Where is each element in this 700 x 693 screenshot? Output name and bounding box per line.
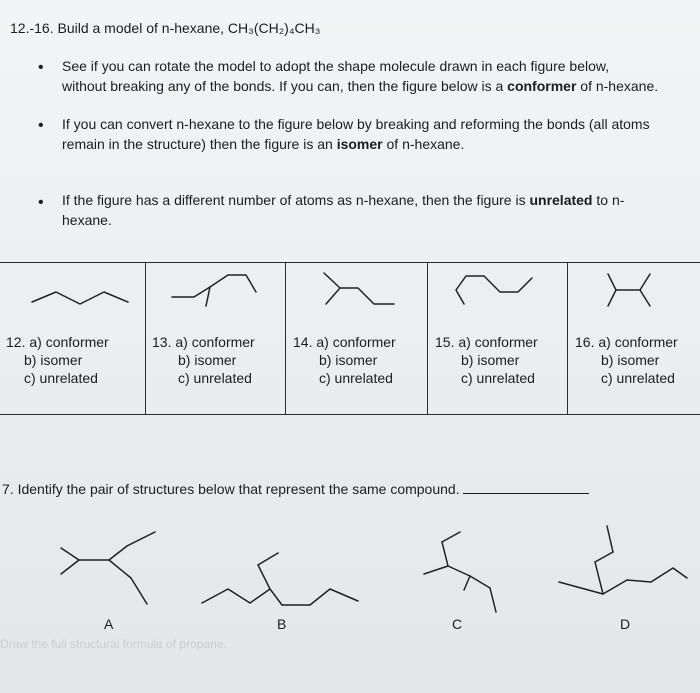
term-unrelated: unrelated <box>529 192 593 208</box>
option-unrelated[interactable]: c) unrelated <box>601 370 675 386</box>
bleed-through-text: Draw the full structural formula of propane. <box>0 637 227 651</box>
option-isomer[interactable]: b) isomer <box>461 352 520 368</box>
grid-divider <box>145 262 146 415</box>
structure-c-diagram <box>420 528 510 618</box>
instruction-line: remain in the structure) then the figure is an isomer of n-hexane. <box>62 136 465 152</box>
structure-d-diagram <box>555 522 695 602</box>
molecule-14-diagram <box>318 270 418 325</box>
instruction-line: See if you can rotate the model to adopt the shape molecule drawn in each figure below, <box>62 58 610 74</box>
option-conformer[interactable]: a) conformer <box>598 334 678 350</box>
structure-c-label: C <box>452 616 463 632</box>
option-unrelated[interactable]: c) unrelated <box>461 370 535 386</box>
grid-border-bottom <box>0 414 700 415</box>
grid-border-top <box>0 262 700 263</box>
instruction-isomer <box>62 114 692 154</box>
option-unrelated[interactable]: c) unrelated <box>178 370 252 386</box>
instruction-line: without breaking any of the bonds. If you can, then the figure below is a conformer of n-hexane. <box>62 78 659 94</box>
option-unrelated[interactable]: c) unrelated <box>24 370 98 386</box>
instruction-line: If the figure has a different number of atoms as n-hexane, then the figure is unrelated to n- <box>62 192 625 208</box>
option-isomer[interactable]: b) isomer <box>319 352 378 368</box>
option-conformer[interactable]: a) conformer <box>175 334 255 350</box>
option-conformer[interactable]: a) conformer <box>458 334 538 350</box>
section-title: 12.-16. Build a model of n-hexane, CH₃(CH₂)₄CH₃ <box>10 20 321 36</box>
question-15-options: 15. a) conformer b) isomer c) unrelated <box>435 334 538 386</box>
bullet-marker: • <box>38 194 44 211</box>
term-conformer: conformer <box>507 78 577 94</box>
molecule-12-diagram <box>28 270 138 320</box>
structure-b-label: B <box>277 616 287 632</box>
option-conformer[interactable]: a) conformer <box>29 334 109 350</box>
term-isomer: isomer <box>336 136 383 152</box>
instruction-unrelated <box>62 190 692 230</box>
structure-a-label: A <box>104 616 114 632</box>
question-12-options: 12. a) conformer b) isomer c) unrelated <box>6 334 109 386</box>
question-17-prompt: 7. Identify the pair of structures below that represent the same compound. <box>2 481 589 497</box>
molecule-15-diagram <box>448 270 548 325</box>
grid-divider <box>567 262 568 415</box>
option-isomer[interactable]: b) isomer <box>24 352 83 368</box>
grid-divider <box>285 262 286 415</box>
instruction-line: hexane. <box>62 212 112 228</box>
question-13-options: 13. a) conformer b) isomer c) unrelated <box>152 334 255 386</box>
option-conformer[interactable]: a) conformer <box>316 334 396 350</box>
bullet-marker: • <box>38 117 44 134</box>
question-grid <box>0 262 700 415</box>
structure-b-diagram <box>198 545 373 615</box>
structure-a-diagram <box>55 530 175 610</box>
grid-divider <box>427 262 428 415</box>
option-unrelated[interactable]: c) unrelated <box>319 370 393 386</box>
structure-d-label: D <box>620 616 631 632</box>
instruction-conformer <box>62 56 692 96</box>
option-isomer[interactable]: b) isomer <box>178 352 237 368</box>
bullet-marker: • <box>38 59 44 76</box>
instruction-line: If you can convert n-hexane to the figure below by breaking and reforming the bonds (all atoms <box>62 116 650 132</box>
molecule-13-diagram <box>168 270 268 325</box>
option-isomer[interactable]: b) isomer <box>601 352 660 368</box>
answer-blank[interactable] <box>463 481 589 494</box>
question-16-options: 16. a) conformer b) isomer c) unrelated <box>575 334 678 386</box>
question-14-options: 14. a) conformer b) isomer c) unrelated <box>293 334 396 386</box>
molecule-16-diagram <box>600 270 670 325</box>
